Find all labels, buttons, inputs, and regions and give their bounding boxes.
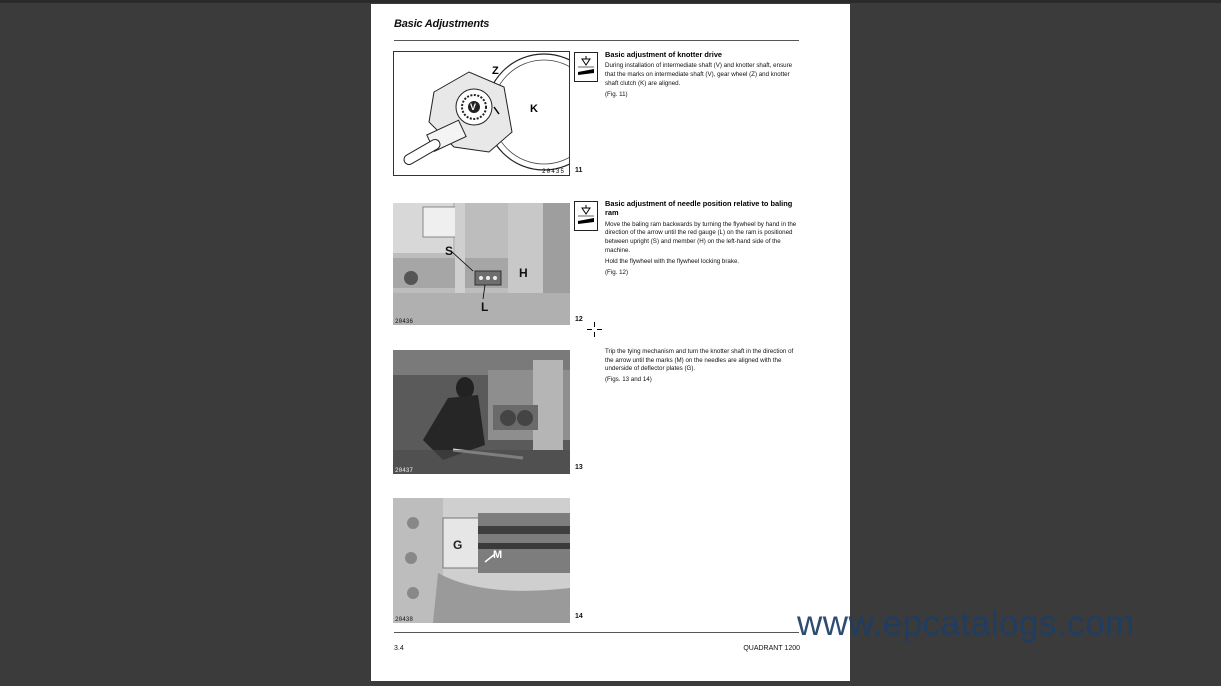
section-heading: Basic adjustment of needle position relative to baling ram	[605, 199, 793, 218]
fig12-label-s: S	[445, 244, 454, 258]
fig11-image-code: 20435	[542, 168, 566, 175]
figure-12	[393, 203, 570, 325]
viewer-top-bar	[0, 0, 1221, 3]
figure-12-number: 12	[575, 316, 583, 323]
adjustment-icon	[574, 52, 598, 82]
fig14-image-code: 20438	[395, 616, 414, 623]
fig13-image-code: 20437	[395, 467, 414, 474]
section-tying-mechanism	[605, 348, 801, 387]
footer-rule	[394, 632, 799, 633]
section-knotter-drive	[605, 50, 801, 102]
section-paragraph: Hold the flywheel with the flywheel locking brake.	[605, 257, 740, 265]
document-page	[371, 4, 850, 681]
figure-reference: (Fig. 11)	[605, 90, 628, 98]
section-paragraph: During installation of intermediate shaft (V) and knotter shaft, ensure that the marks on intermediate shaft (V), gear wheel (Z) and knotter shaft clutch (K) are aligned.	[605, 62, 793, 87]
footer-model-name: QUADRANT 1200	[743, 645, 800, 652]
fig14-label-g: G	[453, 538, 463, 552]
figure-14	[393, 498, 570, 623]
fig12-label-h: H	[519, 266, 528, 280]
figure-14-number: 14	[575, 613, 583, 620]
section-heading: Basic adjustment of knotter drive	[605, 50, 723, 59]
figure-13	[393, 350, 570, 474]
section-paragraph: Trip the tying mechanism and turn the knotter shaft in the direction of the arrow until the marks (M) on the needles are aligned with the underside of deflector plates (G).	[605, 348, 794, 373]
figure-11	[393, 51, 570, 176]
crosshair-cursor-icon	[587, 322, 602, 337]
figure-13-number: 13	[575, 464, 583, 471]
fig11-label-z: Z	[492, 65, 499, 77]
section-paragraph: Move the baling ram backwards by turning the flywheel by hand in the direction of the arrow until the red gauge (L) on the ram is positioned between upright (S) and member (H) on the left-hand side of the machine.	[605, 220, 797, 254]
page-header-title: Basic Adjustments	[394, 18, 490, 30]
figure-11-number: 11	[575, 167, 583, 174]
watermark-text: www.epcatalogs.com	[797, 604, 1135, 643]
fig12-image-code: 20436	[395, 318, 414, 325]
header-rule	[394, 40, 799, 41]
figure-reference: (Fig. 12)	[605, 268, 629, 276]
fig11-label-k: K	[530, 103, 538, 115]
fig14-label-m: M	[493, 549, 503, 561]
figure-reference: (Figs. 13 and 14)	[605, 376, 652, 384]
fig12-label-l: L	[481, 300, 489, 314]
section-needle-position	[605, 199, 801, 280]
adjustment-icon	[574, 201, 598, 231]
fig11-label-v: V	[470, 102, 477, 112]
footer-page-number: 3.4	[394, 645, 404, 652]
